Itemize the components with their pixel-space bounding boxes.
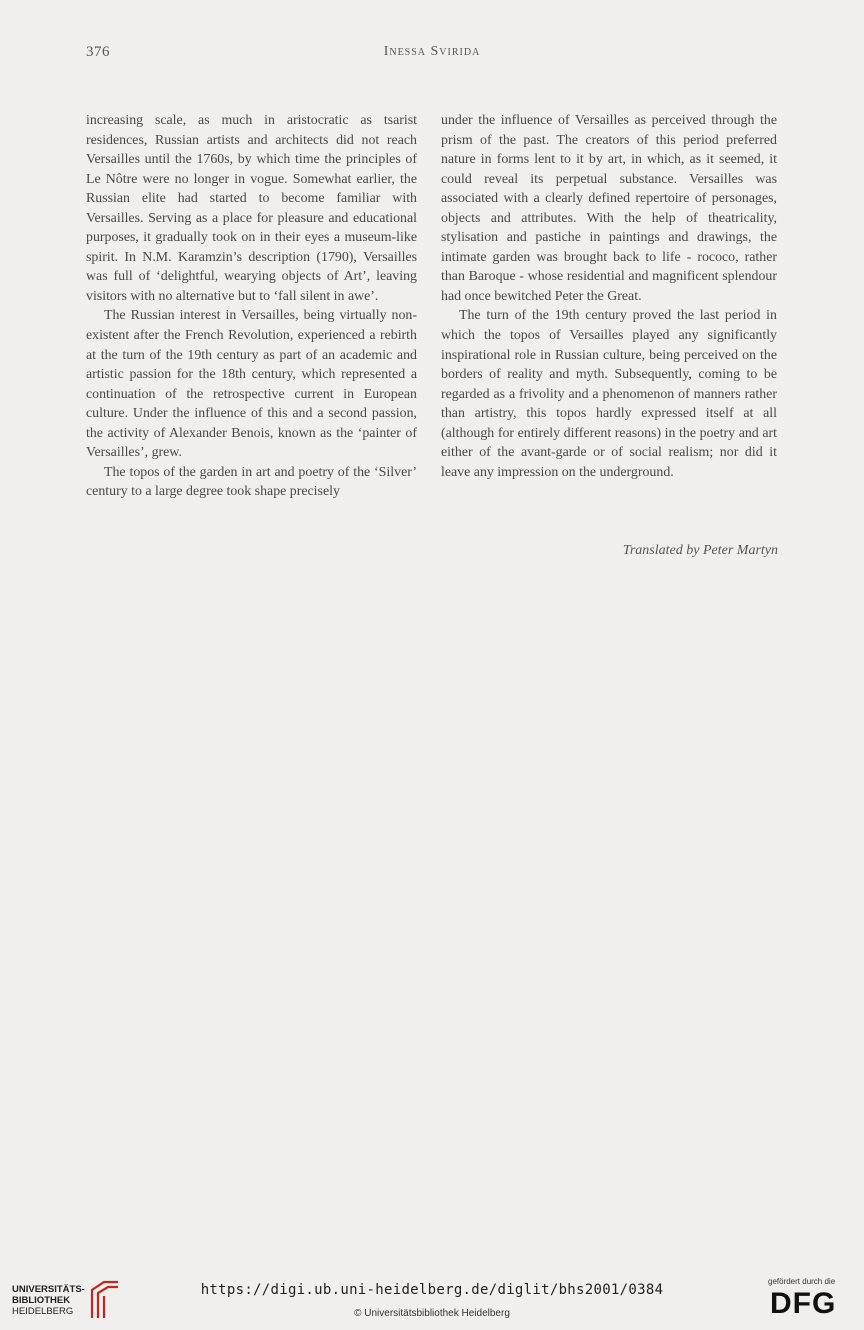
paragraph: under the influence of Versailles as perceived through the prism of the past. The creators of this period preferred nature in forms lent to it by art, in which, as it seemed, it could reveal its perpetual substance. Versailles was associated with a clearly defined repertoire of personages, objects and attributes. With the help of theatricality, stylisation and pastiche in paintings and drawings, the intimate garden was brought back to life - rococo, rather than Baroque - whose residential and magnificent splendour had once bewitched Peter the Great. <box>441 113 777 304</box>
paragraph: The Russian interest in Versailles, being virtually non-existent after the French Revolution, experienced a rebirth at the turn of the 19th century as part of an academic and artistic passion for the 18th century, which represented a continuation of the retrospective current in European culture. Under the influence of this and a second passion, the activity of Alexander Benois, known as the ‘painter of Versailles’, grew. <box>86 308 417 461</box>
right-column <box>441 111 777 482</box>
paragraph: The turn of the 19th century proved the last period in which the topos of Versailles played any significantly inspirational role in Russian culture, being perceived on the borders of reality and myth. Subsequently, coming to be regarded as a frivolity and a phenomenon of manners rather than artistry, this topos hardly expressed itself at all (although for entirely different reasons) in the poetry and art either of the avant-garde or of social realism; nor did it leave any impression on the underground. <box>441 308 777 480</box>
running-head: Inessa Svirida <box>383 44 481 59</box>
translator-credit: Translated by Peter Martyn <box>622 543 778 558</box>
library-name-line: BIBLIOTHEK <box>12 1295 71 1306</box>
left-column <box>86 111 417 502</box>
paragraph: The topos of the garden in art and poetry of the ‘Silver’ century to a large degree took shape precisely <box>86 464 417 500</box>
paragraph: increasing scale, as much in aristocratic as tsarist residences, Russian artists and architects did not reach Versailles until the 1760s, by which time the principles of Le Nôtre were no longer in vogue. Somewhat earlier, the Russian elite had started to become familiar with Versailles. Serving as a place for pleasure and educational purposes, it gradually took on in their eyes a museum-like spirit. In N.M. Karamzin’s description (1790), Versailles was full of ‘delightful, wearying objects of Art’, leaving visitors with no alternative but to ‘fall silent in awe’. <box>86 113 417 304</box>
funding-note: gefördert durch die <box>768 1277 836 1286</box>
library-name-line: HEIDELBERG <box>12 1306 74 1317</box>
copyright-notice: © Universitätsbibliothek Heidelberg <box>354 1308 510 1319</box>
dfg-logo: DFG <box>770 1287 837 1320</box>
page-number: 376 <box>86 44 110 60</box>
document-url[interactable]: https://digi.ub.uni-heidelberg.de/diglit/bhs2001/0384 <box>200 1282 664 1298</box>
library-name-line: UNIVERSITÄTS- <box>12 1284 85 1295</box>
